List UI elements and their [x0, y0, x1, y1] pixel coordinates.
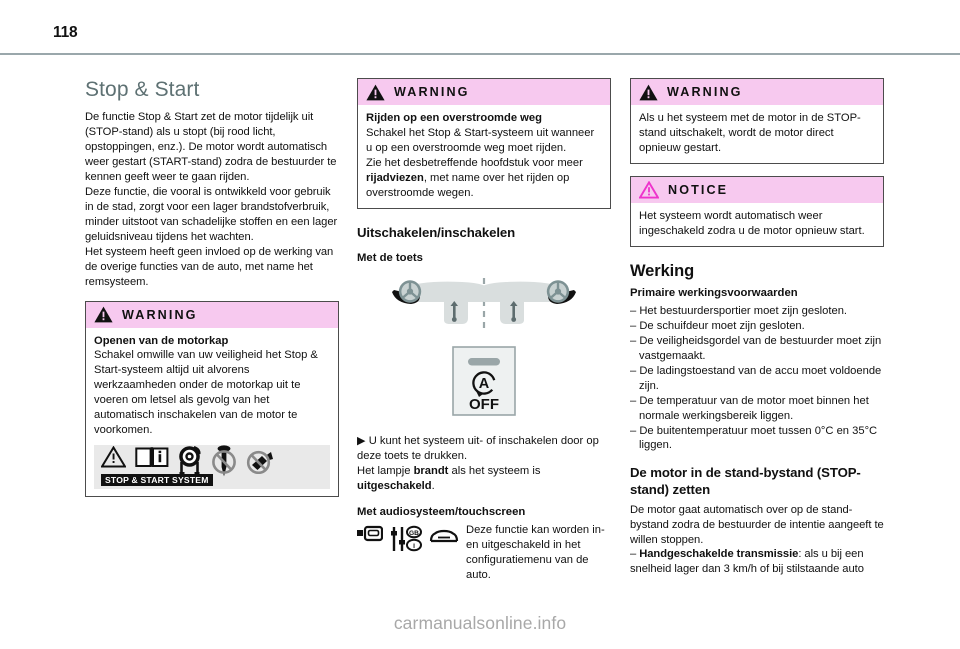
warning-box-stop-state [630, 78, 884, 164]
warning-text-bold: rijadviezen [366, 171, 424, 184]
warning-box-hood [85, 301, 339, 498]
subheading-standby-mode: De motor in de stand-bystand (STOP-stand) zetten [630, 465, 861, 497]
list-item: – Het bestuurdersportier moet zijn gesloten. [630, 304, 848, 317]
page-number: 118 [53, 24, 78, 41]
intro-paragraph-2: Deze functie, die vooral is ontwikkeld voor gebruik in de stad, zorgt voor een lager brandstofverbruik, minder uitstoot van schadelijke stoffen en een lager geluidsniveau tijdens het wachten. [85, 185, 338, 243]
display-screen-icon [357, 523, 383, 550]
list-item: – De temperatuur van de motor moet binnen het normale werkingsbereik liggen. [630, 394, 869, 422]
warning-box-body [86, 328, 338, 497]
notice-box-header [631, 177, 883, 203]
dashboard-button-figure [357, 276, 611, 426]
section-heading-toggle: Uitschakelen/inschakelen [357, 224, 516, 240]
lamp-bold-brandt: brandt [413, 464, 449, 477]
section-heading-werking: Werking [630, 261, 695, 280]
stop-start-system-icon-strip [94, 445, 330, 489]
warning-heading: Openen van de motorkap [94, 334, 229, 347]
warning-triangle-icon [639, 84, 658, 101]
subheading-with-button: Met de toets [357, 251, 423, 264]
svg-text:GB: GB [409, 529, 419, 537]
warning-text-line1: Schakel het Stop & Start-systeem uit wanneer u op een overstroomde weg moet rijden. [366, 126, 595, 154]
no-spark-plug-icon [246, 449, 275, 479]
svg-text:I: I [413, 542, 415, 550]
warning-triangle-icon [94, 306, 113, 323]
transmission-rest: : als u bij een snelheid lager dan 3 km/h of bij stilstaande auto [630, 548, 864, 576]
list-item: – De ladingstoestand van de accu moet voldoende zijn. [630, 364, 882, 392]
warning-box-header [631, 79, 883, 105]
off-label: OFF [469, 395, 499, 413]
warning-heading: Rijden op een overstroomde weg [366, 112, 542, 124]
warning-box-header [86, 302, 338, 328]
stop-start-system-tag: STOP & START SYSTEM [101, 474, 213, 487]
open-book-info-icon [135, 446, 169, 473]
intro-paragraph-1: De functie Stop & Start zet de motor tijdelijk uit (STOP-stand) als u stopt (bij rood licht, opstoppingen, enz.). De motor wordt automatisch weer gestart (START-stand) zodra de bestuurder te kennen geeft weer te gaan rijden. [85, 111, 337, 183]
warning-triangle-icon [366, 84, 385, 101]
warning-text-suffix: , met name over het rijden op overstroomde wegen. [366, 171, 570, 199]
warning-label: WARNING [667, 85, 743, 99]
intro-paragraph-3: Het systeem heeft geen invloed op de werking van de overige functies van de auto, met name het remsysteem. [85, 245, 334, 288]
warning-text-line2 [366, 156, 602, 201]
warning-box-flooded-road [357, 78, 611, 209]
notice-label: NOTICE [668, 182, 729, 197]
notice-triangle-icon [639, 181, 659, 199]
manual-transmission-item [630, 547, 884, 577]
warning-text: Schakel omwille van uw veiligheid het Stop & Start-systeem altijd uit alvorens werkzaamheden onder de motorkap uit te voeren om letsel als gevolg van het automatisch inschakelen van de motor te voorkomen. [94, 349, 318, 437]
page-title: Stop & Start [85, 78, 200, 101]
car-front-icon [429, 523, 459, 550]
settings-sliders-gb-i-icon [390, 523, 422, 558]
conditions-list [630, 304, 884, 454]
lamp-mid: als het systeem is [448, 464, 541, 477]
watermark: carmanualsonline.info [393, 613, 567, 633]
column-left [85, 78, 339, 509]
warning-label: WARNING [122, 307, 198, 322]
rhd-dashboard [474, 280, 576, 324]
header-rule [0, 53, 960, 55]
audio-instruction-text: Deze functie kan worden in- en uitgeschakeld in het configuratiemenu van de auto. [466, 523, 605, 581]
list-item: – De schuifdeur moet zijn gesloten. [630, 319, 805, 332]
column-right [630, 78, 884, 577]
list-item: – De veiligheidsgordel van de bestuurder moet zijn vastgemaakt. [630, 334, 882, 362]
no-tools-icon [211, 445, 237, 483]
lamp-bold-uitgeschakeld: uitgeschakeld [357, 479, 432, 492]
lamp-prefix: Het lampje [357, 464, 414, 477]
notice-box [630, 176, 884, 247]
dash-prefix: – [630, 548, 640, 561]
warning-box-body [631, 105, 883, 163]
subheading-primary-conditions: Primaire werkingsvoorwaarden [630, 286, 798, 299]
notice-text: Het systeem wordt automatisch weer ingeschakeld zodra u de motor opnieuw start. [639, 209, 865, 237]
transmission-bold: Handgeschakelde transmissie [639, 548, 799, 561]
lamp-suffix: . [431, 479, 435, 492]
list-item: – De buitentemperatuur moet tussen 0°C en 35°C liggen. [630, 424, 878, 452]
svg-text:A: A [478, 375, 490, 392]
warning-text-prefix: Zie het desbetreffende hoofdstuk voor meer [366, 156, 583, 169]
column-middle [357, 78, 611, 582]
notice-box-body [631, 203, 883, 246]
audio-icon-row [357, 523, 611, 583]
subheading-with-audio: Met audiosysteem/touchscreen [357, 505, 526, 518]
warning-label: WARNING [394, 85, 470, 99]
lamp-instruction [357, 464, 611, 494]
warning-text: Als u het systeem met de motor in de STOP-stand uitschakelt, wordt de motor direct opnieuw gestart. [639, 112, 861, 154]
standby-paragraph: De motor gaat automatisch over op de stand-bystand zodra de bestuurder de intentie aangeeft te willen stoppen. [630, 503, 884, 546]
warning-box-header [358, 79, 610, 105]
warning-box-body [358, 105, 610, 208]
press-button-instruction: ▶ U kunt het systeem uit- of inschakelen door op deze toets te drukken. [357, 434, 599, 462]
lhd-dashboard [392, 280, 494, 324]
warning-triangle-icon [101, 446, 126, 473]
a-off-button [453, 347, 515, 415]
